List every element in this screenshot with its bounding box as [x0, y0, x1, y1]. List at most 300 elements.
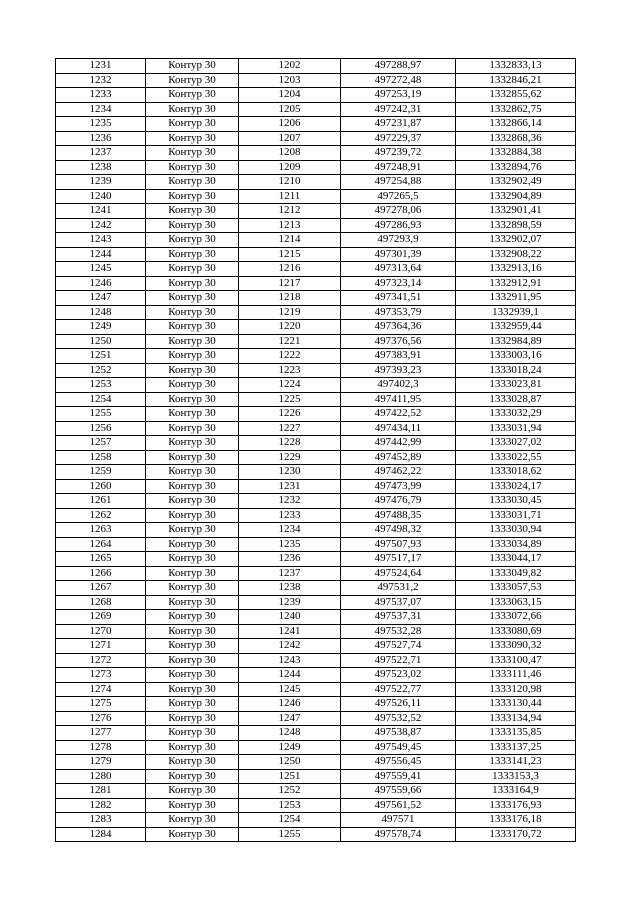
- x-coordinate-cell: 497537,07: [341, 595, 456, 610]
- point-number-cell: 1254: [239, 813, 341, 828]
- x-coordinate-cell: 497341,51: [341, 291, 456, 306]
- contour-cell: Контур 30: [146, 436, 239, 451]
- row-number-cell: 1245: [56, 262, 146, 277]
- y-coordinate-cell: 1332984,89: [456, 334, 576, 349]
- y-coordinate-cell: 1333090,32: [456, 639, 576, 654]
- table-row: [56, 566, 576, 581]
- contour-cell: Контур 30: [146, 508, 239, 523]
- x-coordinate-cell: 497538,87: [341, 726, 456, 741]
- table-row: [56, 668, 576, 683]
- table-row: [56, 218, 576, 233]
- table-row: [56, 146, 576, 161]
- table-row: [56, 711, 576, 726]
- y-coordinate-cell: 1333018,24: [456, 363, 576, 378]
- table-row: [56, 827, 576, 842]
- row-number-cell: 1232: [56, 73, 146, 88]
- table-row: [56, 131, 576, 146]
- x-coordinate-cell: 497242,31: [341, 102, 456, 117]
- x-coordinate-cell: 497549,45: [341, 740, 456, 755]
- row-number-cell: 1265: [56, 552, 146, 567]
- row-number-cell: 1255: [56, 407, 146, 422]
- y-coordinate-cell: 1333100,47: [456, 653, 576, 668]
- y-coordinate-cell: 1333176,18: [456, 813, 576, 828]
- table-row: [56, 624, 576, 639]
- x-coordinate-cell: 497288,97: [341, 59, 456, 74]
- table-row: [56, 378, 576, 393]
- y-coordinate-cell: 1332959,44: [456, 320, 576, 335]
- table-row: [56, 523, 576, 538]
- row-number-cell: 1277: [56, 726, 146, 741]
- point-number-cell: 1230: [239, 465, 341, 480]
- y-coordinate-cell: 1333120,98: [456, 682, 576, 697]
- row-number-cell: 1256: [56, 421, 146, 436]
- contour-cell: Контур 30: [146, 378, 239, 393]
- x-coordinate-cell: 497462,22: [341, 465, 456, 480]
- contour-cell: Контур 30: [146, 59, 239, 74]
- point-number-cell: 1244: [239, 668, 341, 683]
- point-number-cell: 1241: [239, 624, 341, 639]
- x-coordinate-cell: 497323,14: [341, 276, 456, 291]
- x-coordinate-cell: 497522,71: [341, 653, 456, 668]
- row-number-cell: 1279: [56, 755, 146, 770]
- x-coordinate-cell: 497383,91: [341, 349, 456, 364]
- table-row: [56, 73, 576, 88]
- x-coordinate-cell: 497376,56: [341, 334, 456, 349]
- row-number-cell: 1251: [56, 349, 146, 364]
- row-number-cell: 1264: [56, 537, 146, 552]
- y-coordinate-cell: 1333018,62: [456, 465, 576, 480]
- contour-cell: Контур 30: [146, 407, 239, 422]
- row-number-cell: 1284: [56, 827, 146, 842]
- point-number-cell: 1227: [239, 421, 341, 436]
- point-number-cell: 1218: [239, 291, 341, 306]
- table-row: [56, 407, 576, 422]
- y-coordinate-cell: 1332898,59: [456, 218, 576, 233]
- x-coordinate-cell: 497473,99: [341, 479, 456, 494]
- x-coordinate-cell: 497422,52: [341, 407, 456, 422]
- table-row: [56, 494, 576, 509]
- y-coordinate-cell: 1333176,93: [456, 798, 576, 813]
- point-number-cell: 1206: [239, 117, 341, 132]
- table-row: [56, 784, 576, 799]
- x-coordinate-cell: 497531,2: [341, 581, 456, 596]
- y-coordinate-cell: 1333049,82: [456, 566, 576, 581]
- point-number-cell: 1233: [239, 508, 341, 523]
- contour-cell: Контур 30: [146, 421, 239, 436]
- row-number-cell: 1241: [56, 204, 146, 219]
- point-number-cell: 1205: [239, 102, 341, 117]
- row-number-cell: 1247: [56, 291, 146, 306]
- table-row: [56, 276, 576, 291]
- contour-cell: Контур 30: [146, 769, 239, 784]
- row-number-cell: 1234: [56, 102, 146, 117]
- point-number-cell: 1246: [239, 697, 341, 712]
- row-number-cell: 1244: [56, 247, 146, 262]
- point-number-cell: 1216: [239, 262, 341, 277]
- table-row: [56, 262, 576, 277]
- x-coordinate-cell: 497278,06: [341, 204, 456, 219]
- contour-cell: Контур 30: [146, 537, 239, 552]
- y-coordinate-cell: 1333030,45: [456, 494, 576, 509]
- x-coordinate-cell: 497293,9: [341, 233, 456, 248]
- x-coordinate-cell: 497556,45: [341, 755, 456, 770]
- row-number-cell: 1239: [56, 175, 146, 190]
- table-row: [56, 552, 576, 567]
- row-number-cell: 1266: [56, 566, 146, 581]
- x-coordinate-cell: 497265,5: [341, 189, 456, 204]
- point-number-cell: 1253: [239, 798, 341, 813]
- row-number-cell: 1250: [56, 334, 146, 349]
- point-number-cell: 1240: [239, 610, 341, 625]
- contour-cell: Контур 30: [146, 595, 239, 610]
- point-number-cell: 1214: [239, 233, 341, 248]
- point-number-cell: 1210: [239, 175, 341, 190]
- y-coordinate-cell: 1333164,9: [456, 784, 576, 799]
- table-row: [56, 102, 576, 117]
- row-number-cell: 1274: [56, 682, 146, 697]
- y-coordinate-cell: 1333057,53: [456, 581, 576, 596]
- coordinates-table: [55, 58, 576, 842]
- table-row: [56, 247, 576, 262]
- table-row: [56, 421, 576, 436]
- table-row: [56, 392, 576, 407]
- point-number-cell: 1248: [239, 726, 341, 741]
- table-row: [56, 450, 576, 465]
- point-number-cell: 1221: [239, 334, 341, 349]
- y-coordinate-cell: 1333044,17: [456, 552, 576, 567]
- point-number-cell: 1222: [239, 349, 341, 364]
- y-coordinate-cell: 1333027,02: [456, 436, 576, 451]
- row-number-cell: 1281: [56, 784, 146, 799]
- row-number-cell: 1282: [56, 798, 146, 813]
- x-coordinate-cell: 497524,64: [341, 566, 456, 581]
- x-coordinate-cell: 497527,74: [341, 639, 456, 654]
- row-number-cell: 1263: [56, 523, 146, 538]
- table-row: [56, 813, 576, 828]
- row-number-cell: 1258: [56, 450, 146, 465]
- x-coordinate-cell: 497488,35: [341, 508, 456, 523]
- point-number-cell: 1239: [239, 595, 341, 610]
- coordinates-table-body: [56, 59, 576, 842]
- table-row: [56, 88, 576, 103]
- x-coordinate-cell: 497313,64: [341, 262, 456, 277]
- x-coordinate-cell: 497272,48: [341, 73, 456, 88]
- row-number-cell: 1261: [56, 494, 146, 509]
- contour-cell: Контур 30: [146, 798, 239, 813]
- contour-cell: Контур 30: [146, 653, 239, 668]
- point-number-cell: 1243: [239, 653, 341, 668]
- y-coordinate-cell: 1332904,89: [456, 189, 576, 204]
- row-number-cell: 1253: [56, 378, 146, 393]
- row-number-cell: 1231: [56, 59, 146, 74]
- contour-cell: Контур 30: [146, 73, 239, 88]
- table-row: [56, 160, 576, 175]
- x-coordinate-cell: 497231,87: [341, 117, 456, 132]
- point-number-cell: 1215: [239, 247, 341, 262]
- row-number-cell: 1269: [56, 610, 146, 625]
- row-number-cell: 1235: [56, 117, 146, 132]
- point-number-cell: 1232: [239, 494, 341, 509]
- contour-cell: Контур 30: [146, 740, 239, 755]
- contour-cell: Контур 30: [146, 479, 239, 494]
- point-number-cell: 1247: [239, 711, 341, 726]
- row-number-cell: 1273: [56, 668, 146, 683]
- y-coordinate-cell: 1333032,29: [456, 407, 576, 422]
- x-coordinate-cell: 497248,91: [341, 160, 456, 175]
- point-number-cell: 1209: [239, 160, 341, 175]
- contour-cell: Контур 30: [146, 726, 239, 741]
- y-coordinate-cell: 1333031,71: [456, 508, 576, 523]
- table-row: [56, 726, 576, 741]
- y-coordinate-cell: 1332911,95: [456, 291, 576, 306]
- y-coordinate-cell: 1333153,3: [456, 769, 576, 784]
- point-number-cell: 1231: [239, 479, 341, 494]
- x-coordinate-cell: 497498,32: [341, 523, 456, 538]
- row-number-cell: 1243: [56, 233, 146, 248]
- row-number-cell: 1249: [56, 320, 146, 335]
- x-coordinate-cell: 497253,19: [341, 88, 456, 103]
- y-coordinate-cell: 1333023,81: [456, 378, 576, 393]
- contour-cell: Контур 30: [146, 189, 239, 204]
- row-number-cell: 1262: [56, 508, 146, 523]
- x-coordinate-cell: 497537,31: [341, 610, 456, 625]
- contour-cell: Контур 30: [146, 494, 239, 509]
- contour-cell: Контур 30: [146, 392, 239, 407]
- point-number-cell: 1252: [239, 784, 341, 799]
- table-row: [56, 537, 576, 552]
- table-row: [56, 798, 576, 813]
- y-coordinate-cell: 1333030,94: [456, 523, 576, 538]
- y-coordinate-cell: 1333080,69: [456, 624, 576, 639]
- y-coordinate-cell: 1333072,66: [456, 610, 576, 625]
- point-number-cell: 1224: [239, 378, 341, 393]
- contour-cell: Контур 30: [146, 233, 239, 248]
- point-number-cell: 1223: [239, 363, 341, 378]
- y-coordinate-cell: 1333141,23: [456, 755, 576, 770]
- contour-cell: Контур 30: [146, 218, 239, 233]
- point-number-cell: 1219: [239, 305, 341, 320]
- table-row: [56, 204, 576, 219]
- x-coordinate-cell: 497578,74: [341, 827, 456, 842]
- x-coordinate-cell: 497286,93: [341, 218, 456, 233]
- contour-cell: Контур 30: [146, 813, 239, 828]
- contour-cell: Контур 30: [146, 320, 239, 335]
- y-coordinate-cell: 1332868,36: [456, 131, 576, 146]
- row-number-cell: 1259: [56, 465, 146, 480]
- contour-cell: Контур 30: [146, 131, 239, 146]
- y-coordinate-cell: 1332833,13: [456, 59, 576, 74]
- point-number-cell: 1255: [239, 827, 341, 842]
- row-number-cell: 1280: [56, 769, 146, 784]
- contour-cell: Контур 30: [146, 552, 239, 567]
- table-row: [56, 595, 576, 610]
- row-number-cell: 1257: [56, 436, 146, 451]
- table-row: [56, 639, 576, 654]
- row-number-cell: 1233: [56, 88, 146, 103]
- point-number-cell: 1204: [239, 88, 341, 103]
- table-row: [56, 465, 576, 480]
- row-number-cell: 1272: [56, 653, 146, 668]
- point-number-cell: 1251: [239, 769, 341, 784]
- table-row: [56, 508, 576, 523]
- x-coordinate-cell: 497442,99: [341, 436, 456, 451]
- row-number-cell: 1268: [56, 595, 146, 610]
- table-row: [56, 610, 576, 625]
- contour-cell: Контур 30: [146, 102, 239, 117]
- row-number-cell: 1283: [56, 813, 146, 828]
- point-number-cell: 1229: [239, 450, 341, 465]
- row-number-cell: 1267: [56, 581, 146, 596]
- y-coordinate-cell: 1333111,46: [456, 668, 576, 683]
- row-number-cell: 1260: [56, 479, 146, 494]
- y-coordinate-cell: 1333024,17: [456, 479, 576, 494]
- contour-cell: Контур 30: [146, 682, 239, 697]
- point-number-cell: 1203: [239, 73, 341, 88]
- point-number-cell: 1225: [239, 392, 341, 407]
- point-number-cell: 1245: [239, 682, 341, 697]
- y-coordinate-cell: 1333028,87: [456, 392, 576, 407]
- point-number-cell: 1208: [239, 146, 341, 161]
- contour-cell: Контур 30: [146, 523, 239, 538]
- contour-cell: Контур 30: [146, 204, 239, 219]
- x-coordinate-cell: 497411,95: [341, 392, 456, 407]
- row-number-cell: 1275: [56, 697, 146, 712]
- point-number-cell: 1250: [239, 755, 341, 770]
- point-number-cell: 1220: [239, 320, 341, 335]
- y-coordinate-cell: 1333003,16: [456, 349, 576, 364]
- x-coordinate-cell: 497507,93: [341, 537, 456, 552]
- point-number-cell: 1211: [239, 189, 341, 204]
- x-coordinate-cell: 497452,89: [341, 450, 456, 465]
- table-row: [56, 653, 576, 668]
- table-row: [56, 320, 576, 335]
- contour-cell: Контур 30: [146, 247, 239, 262]
- x-coordinate-cell: 497517,17: [341, 552, 456, 567]
- row-number-cell: 1278: [56, 740, 146, 755]
- contour-cell: Контур 30: [146, 160, 239, 175]
- x-coordinate-cell: 497526,11: [341, 697, 456, 712]
- y-coordinate-cell: 1333135,85: [456, 726, 576, 741]
- table-row: [56, 581, 576, 596]
- x-coordinate-cell: 497561,52: [341, 798, 456, 813]
- row-number-cell: 1240: [56, 189, 146, 204]
- y-coordinate-cell: 1333063,15: [456, 595, 576, 610]
- x-coordinate-cell: 497476,79: [341, 494, 456, 509]
- point-number-cell: 1228: [239, 436, 341, 451]
- contour-cell: Контур 30: [146, 668, 239, 683]
- point-number-cell: 1249: [239, 740, 341, 755]
- x-coordinate-cell: 497364,36: [341, 320, 456, 335]
- contour-cell: Контур 30: [146, 581, 239, 596]
- x-coordinate-cell: 497239,72: [341, 146, 456, 161]
- row-number-cell: 1246: [56, 276, 146, 291]
- x-coordinate-cell: 497434,11: [341, 421, 456, 436]
- y-coordinate-cell: 1332902,49: [456, 175, 576, 190]
- contour-cell: Контур 30: [146, 827, 239, 842]
- point-number-cell: 1217: [239, 276, 341, 291]
- table-row: [56, 59, 576, 74]
- contour-cell: Контур 30: [146, 88, 239, 103]
- y-coordinate-cell: 1332939,1: [456, 305, 576, 320]
- y-coordinate-cell: 1332913,16: [456, 262, 576, 277]
- point-number-cell: 1236: [239, 552, 341, 567]
- y-coordinate-cell: 1332855,62: [456, 88, 576, 103]
- contour-cell: Контур 30: [146, 175, 239, 190]
- x-coordinate-cell: 497559,66: [341, 784, 456, 799]
- contour-cell: Контур 30: [146, 697, 239, 712]
- table-row: [56, 334, 576, 349]
- contour-cell: Контур 30: [146, 146, 239, 161]
- table-row: [56, 117, 576, 132]
- x-coordinate-cell: 497532,28: [341, 624, 456, 639]
- x-coordinate-cell: 497523,02: [341, 668, 456, 683]
- point-number-cell: 1238: [239, 581, 341, 596]
- point-number-cell: 1213: [239, 218, 341, 233]
- contour-cell: Контур 30: [146, 711, 239, 726]
- row-number-cell: 1271: [56, 639, 146, 654]
- point-number-cell: 1234: [239, 523, 341, 538]
- x-coordinate-cell: 497402,3: [341, 378, 456, 393]
- table-row: [56, 349, 576, 364]
- contour-cell: Контур 30: [146, 334, 239, 349]
- y-coordinate-cell: 1332884,38: [456, 146, 576, 161]
- x-coordinate-cell: 497393,23: [341, 363, 456, 378]
- contour-cell: Контур 30: [146, 450, 239, 465]
- y-coordinate-cell: 1333134,94: [456, 711, 576, 726]
- row-number-cell: 1276: [56, 711, 146, 726]
- row-number-cell: 1236: [56, 131, 146, 146]
- table-row: [56, 436, 576, 451]
- row-number-cell: 1242: [56, 218, 146, 233]
- point-number-cell: 1207: [239, 131, 341, 146]
- x-coordinate-cell: 497522,77: [341, 682, 456, 697]
- row-number-cell: 1270: [56, 624, 146, 639]
- table-row: [56, 682, 576, 697]
- point-number-cell: 1242: [239, 639, 341, 654]
- y-coordinate-cell: 1333031,94: [456, 421, 576, 436]
- table-row: [56, 233, 576, 248]
- x-coordinate-cell: 497353,79: [341, 305, 456, 320]
- row-number-cell: 1248: [56, 305, 146, 320]
- table-row: [56, 697, 576, 712]
- row-number-cell: 1254: [56, 392, 146, 407]
- row-number-cell: 1237: [56, 146, 146, 161]
- table-row: [56, 479, 576, 494]
- contour-cell: Контур 30: [146, 276, 239, 291]
- contour-cell: Контур 30: [146, 755, 239, 770]
- contour-cell: Контур 30: [146, 305, 239, 320]
- table-row: [56, 363, 576, 378]
- y-coordinate-cell: 1333034,89: [456, 537, 576, 552]
- contour-cell: Контур 30: [146, 566, 239, 581]
- x-coordinate-cell: 497254,88: [341, 175, 456, 190]
- contour-cell: Контур 30: [146, 363, 239, 378]
- contour-cell: Контур 30: [146, 262, 239, 277]
- contour-cell: Контур 30: [146, 117, 239, 132]
- y-coordinate-cell: 1333022,55: [456, 450, 576, 465]
- contour-cell: Контур 30: [146, 610, 239, 625]
- table-row: [56, 769, 576, 784]
- row-number-cell: 1238: [56, 160, 146, 175]
- y-coordinate-cell: 1332912,91: [456, 276, 576, 291]
- y-coordinate-cell: 1332866,14: [456, 117, 576, 132]
- table-row: [56, 740, 576, 755]
- y-coordinate-cell: 1332862,75: [456, 102, 576, 117]
- row-number-cell: 1252: [56, 363, 146, 378]
- table-row: [56, 189, 576, 204]
- point-number-cell: 1235: [239, 537, 341, 552]
- y-coordinate-cell: 1332846,21: [456, 73, 576, 88]
